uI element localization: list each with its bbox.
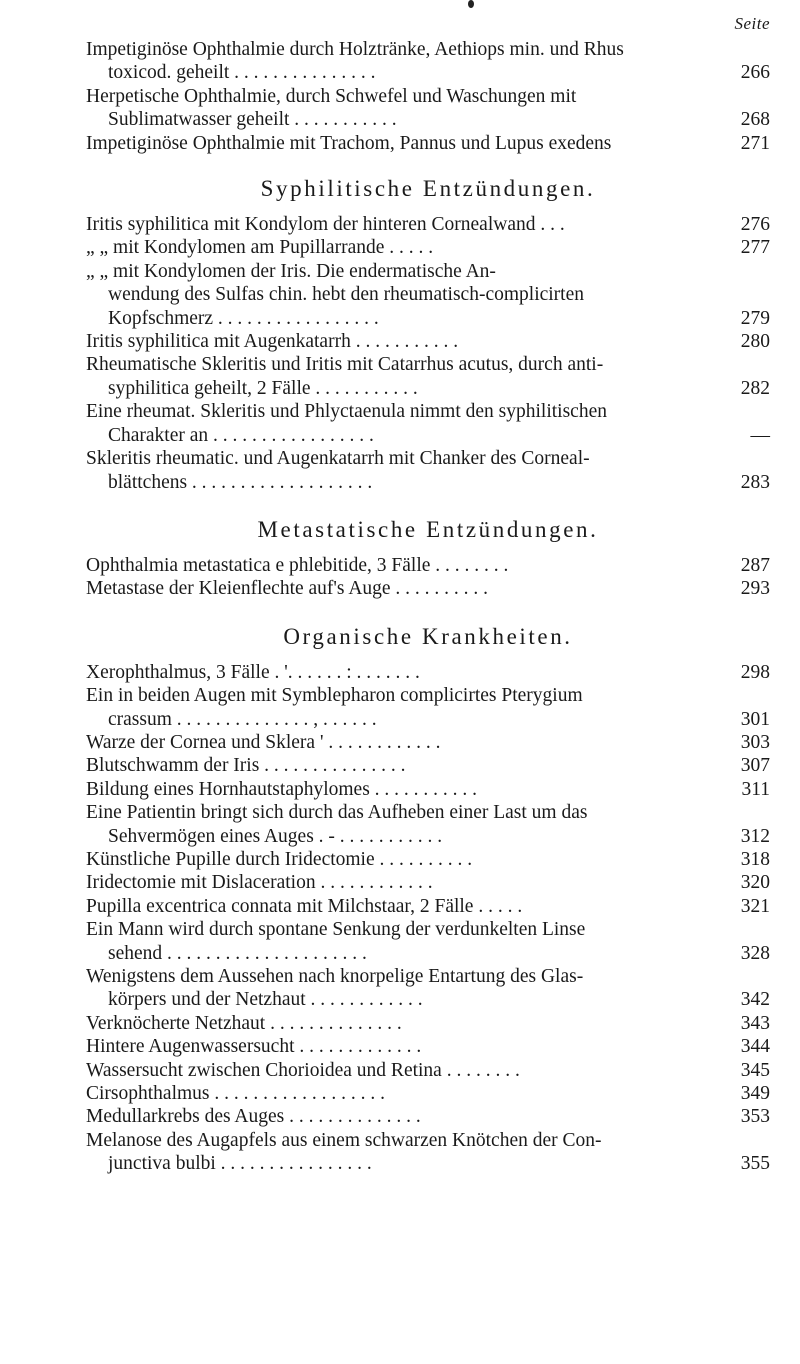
toc-entry — [86, 778, 770, 801]
toc-entry-line: syphilitica geheilt, 2 Fälle . . . . . . . . . . . — [108, 377, 418, 399]
toc-entry-title — [86, 132, 732, 155]
toc-page-number: 307 — [740, 755, 770, 777]
toc-entry — [86, 554, 770, 577]
toc-entry-line: Eine Patientin bringt sich durch das Aufheben einer Last um das — [86, 802, 588, 824]
toc-entry-line: Ein in beiden Augen mit Symblepharon complicirtes Pterygium — [86, 685, 583, 707]
toc-entry-title — [86, 895, 732, 918]
toc-entry — [86, 330, 770, 353]
toc-page-number: 342 — [740, 989, 770, 1011]
toc-entry-line: Iritis syphilitica mit Augenkatarrh . . . . . . . . . . . — [86, 331, 459, 353]
toc-entry-line: Melanose des Augapfels aus einem schwarzen Knötchen der Con- — [86, 1129, 602, 1151]
toc-entry-title — [86, 577, 732, 600]
toc-entry-line: Impetiginöse Ophthalmie durch Holztränke, Aethiops min. und Rhus — [86, 39, 624, 60]
toc-entry-title — [86, 236, 732, 259]
toc-entry-line: „ „ mit Kondylomen der Iris. Die endermatische An- — [86, 260, 496, 282]
toc-entry-line: „ „ mit Kondylomen am Pupillarrande . . . . . — [86, 237, 434, 259]
toc-entry-line: Cirsophthalmus . . . . . . . . . . . . . . . . . . — [86, 1083, 386, 1105]
toc-entry-title — [86, 213, 732, 236]
toc-entry-line: Künstliche Pupille durch Iridectomie . . . . . . . . . . — [86, 848, 473, 870]
toc-entry-title — [86, 801, 732, 848]
toc-entry-title — [86, 400, 732, 447]
toc-page-number: 311 — [741, 778, 770, 800]
toc-entry-line: Skleritis rheumatic. und Augenkatarrh mit Chanker des Corneal- — [86, 448, 590, 470]
toc-entry-line: Wenigstens dem Aussehen nach knorpelige Entartung des Glas- — [86, 966, 584, 987]
section-heading: Syphilitische Entzündungen. — [260, 176, 596, 202]
toc-entry — [86, 1129, 770, 1176]
toc-page-number: 343 — [740, 1012, 770, 1034]
toc-entry-line: Xerophthalmus, 3 Fälle . '. . . . . . : . . . . . . . — [86, 661, 420, 683]
toc-page-number: 320 — [740, 872, 770, 894]
toc-entry-title — [86, 330, 732, 353]
toc-entry — [86, 754, 770, 777]
toc-entry-title — [86, 1082, 732, 1105]
toc-entry — [86, 661, 770, 684]
toc-entry — [86, 1012, 770, 1035]
toc-entry-title — [86, 353, 732, 400]
toc-entry-line: Ophthalmia metastatica e phlebitide, 3 Fälle . . . . . . . . — [86, 554, 509, 576]
toc-entry-line: Verknöcherte Netzhaut . . . . . . . . . . . . . . — [86, 1012, 402, 1034]
toc-entry-title — [86, 1012, 732, 1035]
toc-page-number: 293 — [740, 578, 770, 600]
toc-entry-title — [86, 684, 732, 731]
toc-page-number: 266 — [740, 62, 770, 84]
toc-entry-title — [86, 1035, 732, 1058]
section-heading: Metastatische Entzündungen. — [257, 516, 599, 542]
toc-page-number: 268 — [740, 109, 770, 131]
toc-page-number: 276 — [740, 214, 770, 236]
toc-entry-title — [86, 965, 732, 1012]
toc-entry-line: Herpetische Ophthalmie, durch Schwefel und Waschungen mit — [86, 85, 577, 107]
toc-entry-line: Warze der Cornea und Sklera ' . . . . . . . . . . . . — [86, 731, 441, 753]
toc-entry-line: Iridectomie mit Dislaceration . . . . . . . . . . . . — [86, 872, 433, 894]
toc-entry — [86, 918, 770, 965]
toc-entry — [86, 895, 770, 918]
toc-entry-title — [86, 85, 732, 132]
toc-entry-title — [86, 1129, 732, 1176]
toc-entry-line: Wassersucht zwischen Chorioidea und Retina . . . . . . . . — [86, 1059, 520, 1081]
toc-entry — [86, 965, 770, 1012]
toc-entry-title — [86, 754, 732, 777]
toc-entry-title — [86, 554, 732, 577]
toc-entry — [86, 447, 770, 494]
toc-entry — [86, 684, 770, 731]
toc-entry-line: Charakter an . . . . . . . . . . . . . . . . . — [108, 424, 374, 446]
toc-entry — [86, 577, 770, 600]
toc-entry-title — [86, 1105, 732, 1128]
toc-page-number: 279 — [740, 307, 770, 329]
toc-entry-title — [86, 260, 732, 330]
toc-entry-line: Rheumatische Skleritis und Iritis mit Catarrhus acutus, durch anti- — [86, 354, 604, 376]
toc-page-number: 280 — [740, 331, 770, 353]
table-of-contents — [86, 8, 770, 1176]
toc-page-number: 282 — [740, 377, 770, 399]
toc-entry-line: Blutschwamm der Iris . . . . . . . . . . . . . . . — [86, 755, 406, 777]
toc-page-number: 344 — [740, 1036, 770, 1058]
toc-body — [86, 38, 770, 1176]
toc-entry — [86, 1082, 770, 1105]
toc-page-number: 301 — [740, 708, 770, 730]
toc-entry-title — [86, 848, 732, 871]
toc-page-number: 303 — [740, 731, 770, 753]
toc-entry — [86, 801, 770, 848]
toc-page-number: 312 — [740, 825, 770, 847]
toc-page-number: 283 — [740, 471, 770, 493]
toc-entry-line: sehend . . . . . . . . . . . . . . . . . . . . . — [108, 942, 367, 964]
toc-entry-line: Eine rheumat. Skleritis und Phlyctaenula nimmt den syphilitischen — [86, 401, 607, 423]
toc-entry — [86, 85, 770, 132]
toc-entry — [86, 731, 770, 754]
toc-entry-line: körpers und der Netzhaut . . . . . . . . . . . . — [108, 989, 423, 1011]
toc-entry-line: Medullarkrebs des Auges . . . . . . . . . . . . . . — [86, 1106, 421, 1128]
toc-page-number: 355 — [740, 1153, 770, 1175]
toc-entry — [86, 353, 770, 400]
toc-entry — [86, 400, 770, 447]
toc-entry — [86, 1105, 770, 1128]
toc-entry-title — [86, 447, 732, 494]
toc-entry-line: Pupilla excentrica connata mit Milchstaar, 2 Fälle . . . . . — [86, 895, 523, 917]
toc-entry — [86, 848, 770, 871]
toc-page-number: 353 — [740, 1106, 770, 1128]
toc-entry-line: Sublimatwasser geheilt . . . . . . . . . . . — [108, 109, 397, 131]
toc-entry-line: Bildung eines Hornhautstaphylomes . . . . . . . . . . . — [86, 778, 478, 800]
toc-entry-title — [86, 778, 732, 801]
toc-entry-line: Hintere Augenwassersucht . . . . . . . . . . . . . — [86, 1036, 422, 1058]
toc-page-number: 271 — [740, 132, 770, 154]
toc-entry — [86, 38, 770, 85]
toc-entry-line: wendung des Sulfas chin. hebt den rheumatisch-complicirten — [108, 284, 584, 306]
toc-page-number: 321 — [740, 895, 770, 917]
toc-page-number: 298 — [740, 661, 770, 683]
toc-page-number: 318 — [740, 848, 770, 870]
toc-entry-line: junctiva bulbi . . . . . . . . . . . . . . . . — [108, 1153, 372, 1175]
printing-mark — [468, 0, 474, 8]
toc-entry-line: Metastase der Kleienflechte auf's Auge . . . . . . . . . . — [86, 578, 489, 600]
toc-entry-title — [86, 38, 732, 85]
toc-page-number: 328 — [740, 942, 770, 964]
toc-page-number: 277 — [740, 237, 770, 259]
toc-entry-title — [86, 661, 732, 684]
toc-entry — [86, 213, 770, 236]
toc-entry-line: toxicod. geheilt . . . . . . . . . . . . . . . — [108, 62, 376, 84]
toc-entry — [86, 236, 770, 259]
section-heading: Organische Krankheiten. — [283, 623, 573, 649]
toc-entry — [86, 1035, 770, 1058]
toc-entry-title — [86, 731, 732, 754]
toc-entry-line: blättchens . . . . . . . . . . . . . . . . . . . — [108, 471, 373, 493]
toc-entry — [86, 132, 770, 155]
toc-entry — [86, 260, 770, 330]
toc-entry-line: Impetiginöse Ophthalmie mit Trachom, Pannus und Lupus exedens — [86, 132, 612, 154]
toc-page-number: 345 — [740, 1059, 770, 1081]
toc-entry-line: Kopfschmerz . . . . . . . . . . . . . . . . . — [108, 307, 379, 329]
toc-page-number: 287 — [740, 554, 770, 576]
toc-entry-line: Sehvermögen eines Auges . - . . . . . . . . . . . — [108, 825, 443, 847]
toc-page-number: 349 — [740, 1083, 770, 1105]
page-column-header: Seite — [734, 14, 770, 33]
toc-entry-line: Ein Mann wird durch spontane Senkung der verdunkelten Linse — [86, 919, 586, 941]
toc-entry-title — [86, 871, 732, 894]
toc-entry — [86, 1059, 770, 1082]
toc-entry — [86, 871, 770, 894]
toc-page-number: — — [750, 424, 770, 446]
toc-entry-title — [86, 1059, 732, 1082]
toc-entry-title — [86, 918, 732, 965]
toc-entry-line: crassum . . . . . . . . . . . . . . , . . . . . . — [108, 708, 377, 730]
toc-entry-line: Iritis syphilitica mit Kondylom der hinteren Cornealwand . . . — [86, 214, 565, 236]
